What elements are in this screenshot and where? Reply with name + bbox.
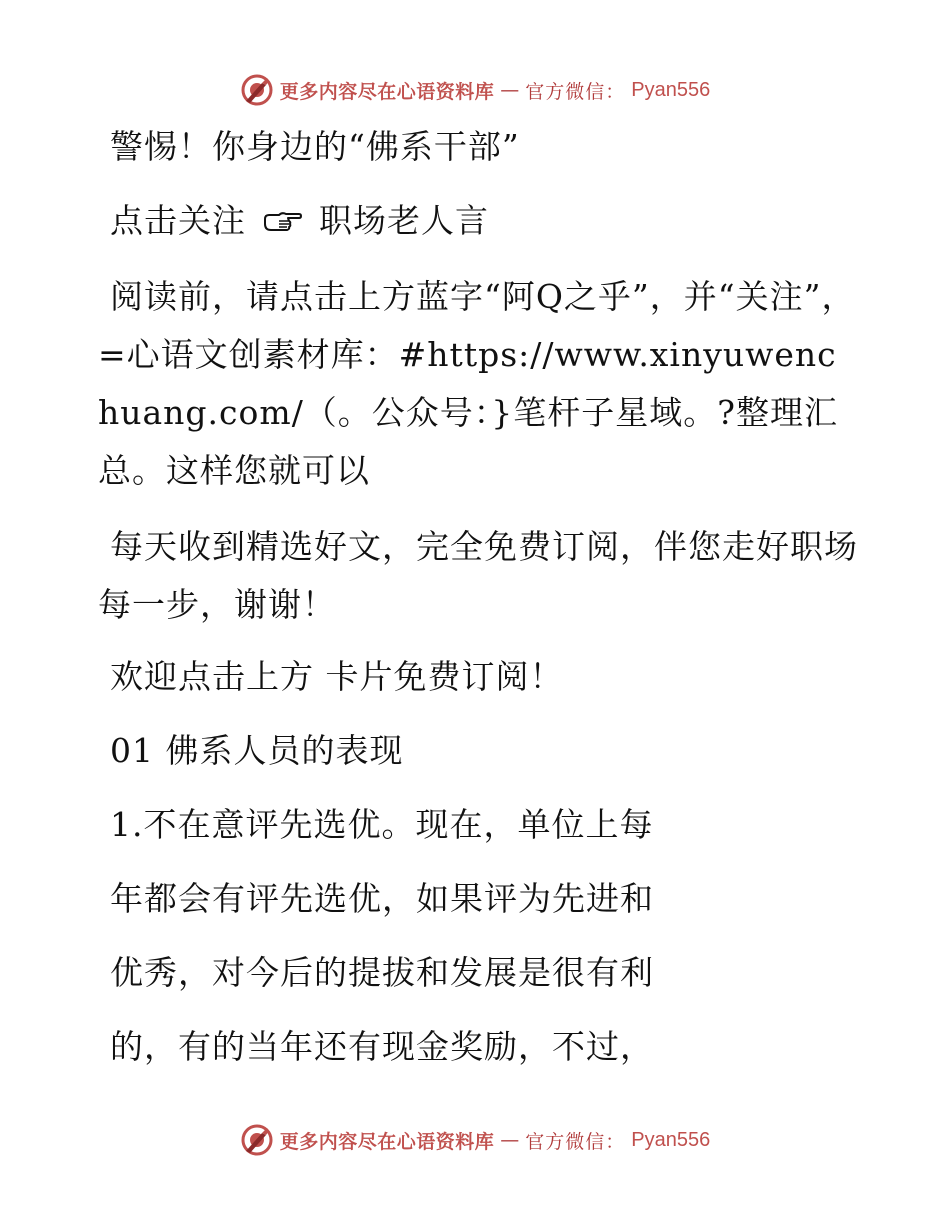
header-wechat-label: 官方微信： xyxy=(525,80,626,103)
footer-wechat-id: Pyan556 xyxy=(631,1128,711,1151)
body-line: 优秀，对今后的提拔和发展是很有利 xyxy=(110,953,654,992)
brand-logo-icon xyxy=(240,1123,274,1157)
footer-site-text: 更多内容尽在心语资料库 xyxy=(279,1130,495,1153)
follow-suffix: 职场老人言 xyxy=(319,201,489,240)
body-line: 的，有的当年还有现金奖励，不过， xyxy=(110,1027,654,1066)
body-line: 年都会有评先选优，如果评为先进和 xyxy=(110,879,654,918)
section-heading: 01 佛系人员的表现 xyxy=(110,731,404,770)
body-line: 1.不在意评先选优。现在，单位上每 xyxy=(110,805,654,844)
header-dash: — xyxy=(500,79,520,101)
intro-paragraph-1: 阅读前，请点击上方蓝字“阿Q之乎”，并“关注”，=心语文创素材库：#https://www.xinyuwenchuang.com/（。公众号：}笔杆子星域。?整理汇总。这样您就可以 xyxy=(98,277,856,490)
footer-dash: — xyxy=(500,1129,520,1151)
document-title: 警惕！你身边的“佛系干部” xyxy=(110,127,520,166)
follow-line xyxy=(98,192,858,250)
pointing-hand-icon xyxy=(262,210,302,236)
header-site-text: 更多内容尽在心语资料库 xyxy=(279,80,495,103)
footer-banner-inner xyxy=(240,1123,711,1157)
header-wechat-id: Pyan556 xyxy=(631,78,711,101)
intro-paragraph-3: 欢迎点击上方 卡片免费订阅！ xyxy=(110,657,564,696)
intro-paragraph-2: 每天收到精选好文，完全免费订阅，伴您走好职场每一步，谢谢！ xyxy=(98,527,858,624)
header-banner xyxy=(0,70,950,110)
footer-wechat-label: 官方微信： xyxy=(525,1130,626,1153)
brand-logo-icon xyxy=(240,73,274,107)
footer-banner xyxy=(0,1120,950,1160)
header-banner-inner xyxy=(240,73,711,107)
follow-prefix: 点击关注 xyxy=(110,201,246,240)
